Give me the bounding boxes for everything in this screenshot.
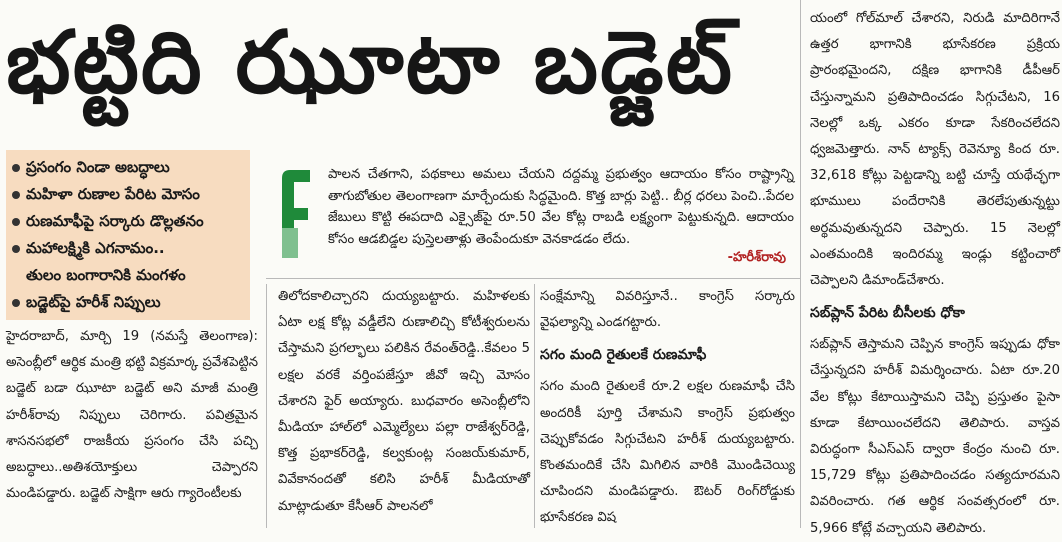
paragraph: సబ్‌ప్లాన్‌ తెస్తామని చెప్పిన కాంగ్రెస్‌ ఇప్పుడు ధోకా చేస్తున్నదని హరీశ్‌ విమర్శించారు. ఏటా రూ.20 వేల కోట్లు కేటాయిస్తామని చెప్పి ప్రస్తుతం పైసా కూడా కేటాయించలేదని తెలిపారు. వాస్తవ విరుద్ధంగా సీఎస్‌ఎస్‌ ద్వారా కేంద్రం నుంచి రూ. 15,729 కోట్లు ప్రతిపాదించడం సత్యదూరమని వివరించారు. గత ఆర్థిక సంవత్సరంలో రూ. 5,966 కోట్లే వచ్చాయని తెలిపారు. — [810, 337, 1060, 536]
highlights-box — [6, 150, 250, 320]
intro-text: పాలన చేతగాని, పథకాలు అమలు చేయని దద్దమ్మ ప్రభుత్వం ఆదాయం కోసం రాష్ట్రాన్ని తాగుబోతుల తెలంగాణగా మార్చేందుకు సిద్ధమైంది. కొత్త బార్లు పెట్టి.. బీర్ల ధరలు పెంచి..పేదల జేబులు కొట్టి ఈపదాది ఎక్సైజ్‌పై రూ.50 వేల కోట్ల రాబడి లక్ష్యంగా పెట్టుకున్నది. ఆదాయం కోసం ఆడబిడ్డల పుస్తెలతాళ్లు తెంపేందుకూ వెనకాడడం లేదు. — [328, 167, 794, 247]
bullet-icon — [12, 218, 20, 226]
paragraph: యంలో గోల్‌మాల్‌ చేశారని, నిరుడి మాదిరిగానే ఉత్తర భాగానికి భూసేకరణ ప్రక్రియ ప్రారంభమైందని, దక్షిణ భాగానికి డీపీఆర్‌ చేస్తున్నామని ప్రతిపాదించడం సిగ్గుచేటని, 16 నెలల్లో ఒక్క ఎకరం కూడా సేకరించలేదని ధ్వజమెత్తారు. నాన్‌ ట్యాక్స్‌ రెవెన్యూ కింద రూ. 32,618 కోట్లు పెట్టడాన్ని బట్టి చూస్తే యథేచ్ఛగా భూములు పందేరానికి తెరలేపుతున్నట్టు అర్థమవుతున్నదని చెప్పారు. 15 నెలల్లో ఎంతమందికి ఇందిరమ్మ ఇండ్లు కట్టించారో చెప్పాలని డిమాండ్‌చేశారు. — [810, 11, 1060, 289]
bullet-icon — [12, 191, 20, 199]
paragraph: తిలోదకాలిచ్చారని దుయ్యబట్టారు. మహిళలకు ఏటా లక్ష కోట్ల వడ్డీలేని రుణాలిచ్చి కోటీశ్వరులను చేస్తామని ప్రగల్భాలు పలికిన రేవంత్‌రెడ్డి..కేవలం 5 లక్షల వరకే వర్తింపజేస్తూ జీవో ఇచ్చి మోసం చేశారని ఫైర్‌ అయ్యారు. బుధవారం అసెంబ్లీలోని మీడియా హాల్‌లో ఎమ్మెల్యేలు పల్లా రాజేశ్వర్‌రెడ్డి, కొత్త ప్రభాకర్‌రెడ్డి, కల్వకుంట్ల సంజయ్‌కుమార్‌, వివేకానందతో కలిసి హరీశ్‌ మీడియాతో మాట్లాడుతూ కేసీఆర్‌ పాలనలో — [278, 289, 530, 514]
article-column-3 — [540, 284, 795, 524]
bullet-icon — [12, 164, 20, 172]
highlight-item: బడ్జెట్‌పై హరీశ్‌ నిప్పులు — [12, 289, 244, 316]
headline: భట్టిది ఝూటా బడ్జెట్ — [6, 13, 735, 113]
highlight-item: తులం బంగారానికి మంగళం — [26, 266, 186, 284]
column-divider — [266, 284, 267, 528]
subheading: సగం మంది రైతులకే రుణమాఫీ — [540, 347, 707, 364]
highlight-item: ప్రసంగం నిండా అబద్ధాలు — [12, 154, 244, 181]
subheading: సబ్‌ప్లాన్‌ పేరిట బీసీలకు ధోకా — [810, 305, 965, 322]
article-column-2 — [278, 284, 530, 524]
paragraph: సగం మంది రైతులకే రూ.2 లక్షల రుణమాఫీ చేసి అందరికీ పూర్తి చేశామని కాంగ్రెస్‌ ప్రభుత్వం చెప్పుకోవడం సిగ్గుచేటని హరీశ్‌ దుయ్యబట్టారు. కొంతమందికే చేసి మిగిలిన వారికి మొండిచెయ్యి చూపిందని మండిపడ్డారు. ఔటర్‌ రింగ్‌రోడ్డుకు భూసేకరణ విష — [540, 379, 795, 526]
article-column-1 — [6, 324, 258, 524]
column-divider — [800, 0, 801, 528]
column-divider — [534, 284, 535, 528]
intro-byline: -హరీశ్‌రావు — [727, 250, 786, 265]
quote-mark-icon — [278, 168, 312, 260]
highlight-item: మహిళా రుణాల పేరిట మోసం — [12, 181, 244, 208]
article-column-4 — [810, 6, 1060, 536]
bullet-icon — [12, 245, 20, 253]
bullet-icon — [12, 299, 20, 307]
highlight-item: మహాలక్ష్మికి ఎగనామం.. — [12, 235, 244, 262]
intro-quote-box — [278, 164, 794, 272]
section-divider — [266, 278, 800, 279]
paragraph: సంక్షేమాన్ని వివరిస్తూనే.. కాంగ్రెస్‌ సర్కారు వైఫల్యాన్ని ఎండగట్టారు. — [540, 289, 795, 331]
paragraph: హైదరాబాద్‌, మార్చి 19 (నమస్తే తెలంగాణ): అసెంబ్లీలో ఆర్థిక మంత్రి భట్టి విక్రమార్క ప్రవేశపెట్టిన బడ్జెట్‌ బడా ఝూటా బడ్జెట్‌ అని మాజీ మంత్రి హరీశ్‌రావు నిప్పులు చెరిగారు. పవిత్రమైన శాసనసభలో రాజకీయ ప్రసంగం చేసి పచ్చి అబద్ధాలు..అతిశయోక్తులు చెప్పారని మండిపడ్డారు. బడ్జెట్‌ సాక్షిగా ఆరు గ్యారెంటీలకు — [6, 329, 258, 502]
highlight-item: రుణమాఫీపై సర్కారు డొల్లతనం — [12, 208, 244, 235]
